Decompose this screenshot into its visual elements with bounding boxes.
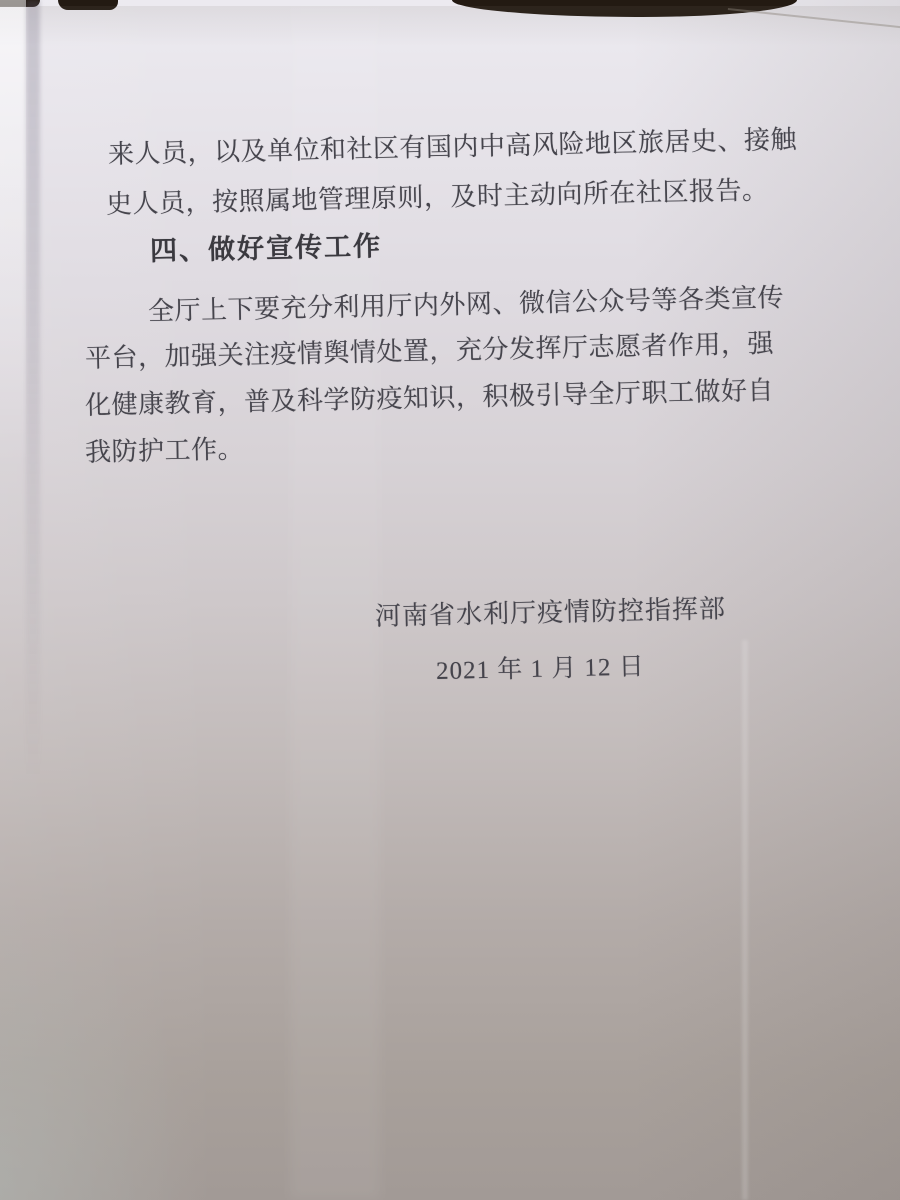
body-text-line: 全厅上下要充分利用厅内外网、微信公众号等各类宣传 bbox=[147, 283, 785, 326]
body-text-line: 史人员，按照属地管理原则，及时主动向所在社区报告。 bbox=[105, 175, 769, 219]
body-text-line: 平台，加强关注疫情舆情处置，充分发挥厅志愿者作用，强 bbox=[84, 328, 775, 373]
body-text-line: 来人员，以及单位和社区有国内中高风险地区旅居史、接触 bbox=[107, 124, 798, 169]
background-gap-right bbox=[452, 0, 797, 17]
background-gap-left bbox=[0, 0, 40, 7]
body-text-line: 我防护工作。 bbox=[84, 434, 245, 467]
paper-top-edge bbox=[728, 8, 900, 30]
paper-corner-shading bbox=[0, 900, 200, 1200]
background-gap-mid bbox=[58, 0, 118, 10]
date-line: 2021 年 1 月 12 日 bbox=[435, 653, 646, 685]
paper-left-highlight bbox=[0, 0, 26, 520]
signature-line: 河南省水利厅疫情防控指挥部 bbox=[374, 594, 727, 631]
body-text-line: 化健康教育，普及科学防疫知识，积极引导全厅职工做好自 bbox=[84, 375, 775, 420]
paper-bottom-crease bbox=[742, 640, 748, 1200]
paper-left-fold-shadow bbox=[26, 0, 40, 820]
section-heading: 四、做好宣传工作 bbox=[149, 230, 383, 266]
